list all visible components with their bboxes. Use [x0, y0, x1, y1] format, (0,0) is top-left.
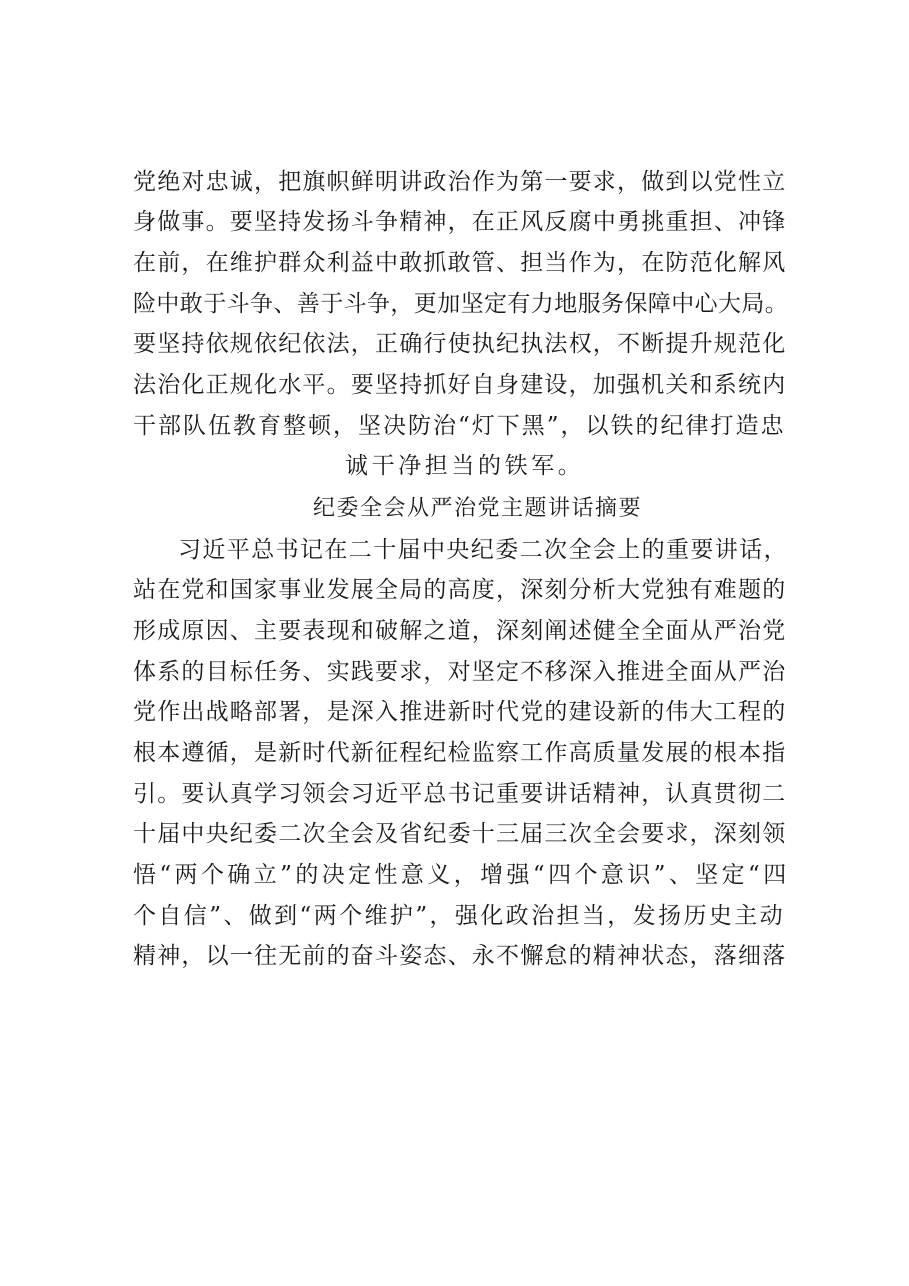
paragraph-1-line: 干部队伍教育整顿，坚决防治“灯下黑”，以铁的纪律打造忠: [133, 413, 786, 439]
paragraph-2-line: 个自信”、做到“两个维护”，强化政治担当，发扬历史主动: [133, 903, 786, 929]
paragraph-2-line: 党作出战略部署，是深入推进新时代党的建设新的伟大工程的: [133, 699, 787, 725]
paragraph-2-line: 十届中央纪委二次全会及省纪委十三届三次全会要求，深刻领: [133, 821, 787, 847]
paragraph-1-line: 险中敢于斗争、善于斗争，更加坚定有力地服务保障中心大局。: [133, 291, 789, 317]
section-title: 纪委全会从严治党主题讲话摘要: [313, 496, 643, 521]
paragraph-2-line: 形成原因、主要表现和破解之道，深刻阐述健全全面从严治党: [133, 618, 787, 644]
paragraph-1-line: 法治化正规化水平。要坚持抓好自身建设，加强机关和系统内: [133, 372, 787, 398]
paragraph-2-line: 习近平总书记在二十届中央纪委二次全会上的重要讲话，: [178, 537, 788, 563]
paragraph-1-line: 身做事。要坚持发扬斗争精神，在正风反腐中勇挑重担、冲锋: [133, 209, 787, 235]
paragraph-1-line: 诚干净担当的铁军。: [345, 453, 585, 479]
paragraph-2-line: 站在党和国家事业发展全局的高度，深刻分析大党独有难题的: [133, 577, 787, 603]
paragraph-1-line: 党绝对忠诚，把旗帜鲜明讲政治作为第一要求，做到以党性立: [133, 169, 787, 195]
paragraph-1-line: 要坚持依规依纪依法，正确行使执纪执法权，不断提升规范化: [133, 331, 787, 357]
paragraph-1-line: 在前，在维护群众利益中敢抓敢管、担当作为，在防范化解风: [133, 250, 787, 276]
paragraph-2-line: 悟“两个确立”的决定性意义，增强“四个意识”、坚定“四: [133, 862, 790, 888]
paragraph-2-line: 引。要认真学习领会习近平总书记重要讲话精神，认真贯彻二: [133, 781, 787, 807]
paragraph-2-line: 体系的目标任务、实践要求，对坚定不移深入推进全面从严治: [133, 659, 787, 685]
paragraph-2-line: 精神，以一往无前的奋斗姿态、永不懈怠的精神状态，落细落: [133, 943, 787, 969]
paragraph-2-line: 根本遵循，是新时代新征程纪检监察工作高质量发展的根本指: [133, 740, 787, 766]
